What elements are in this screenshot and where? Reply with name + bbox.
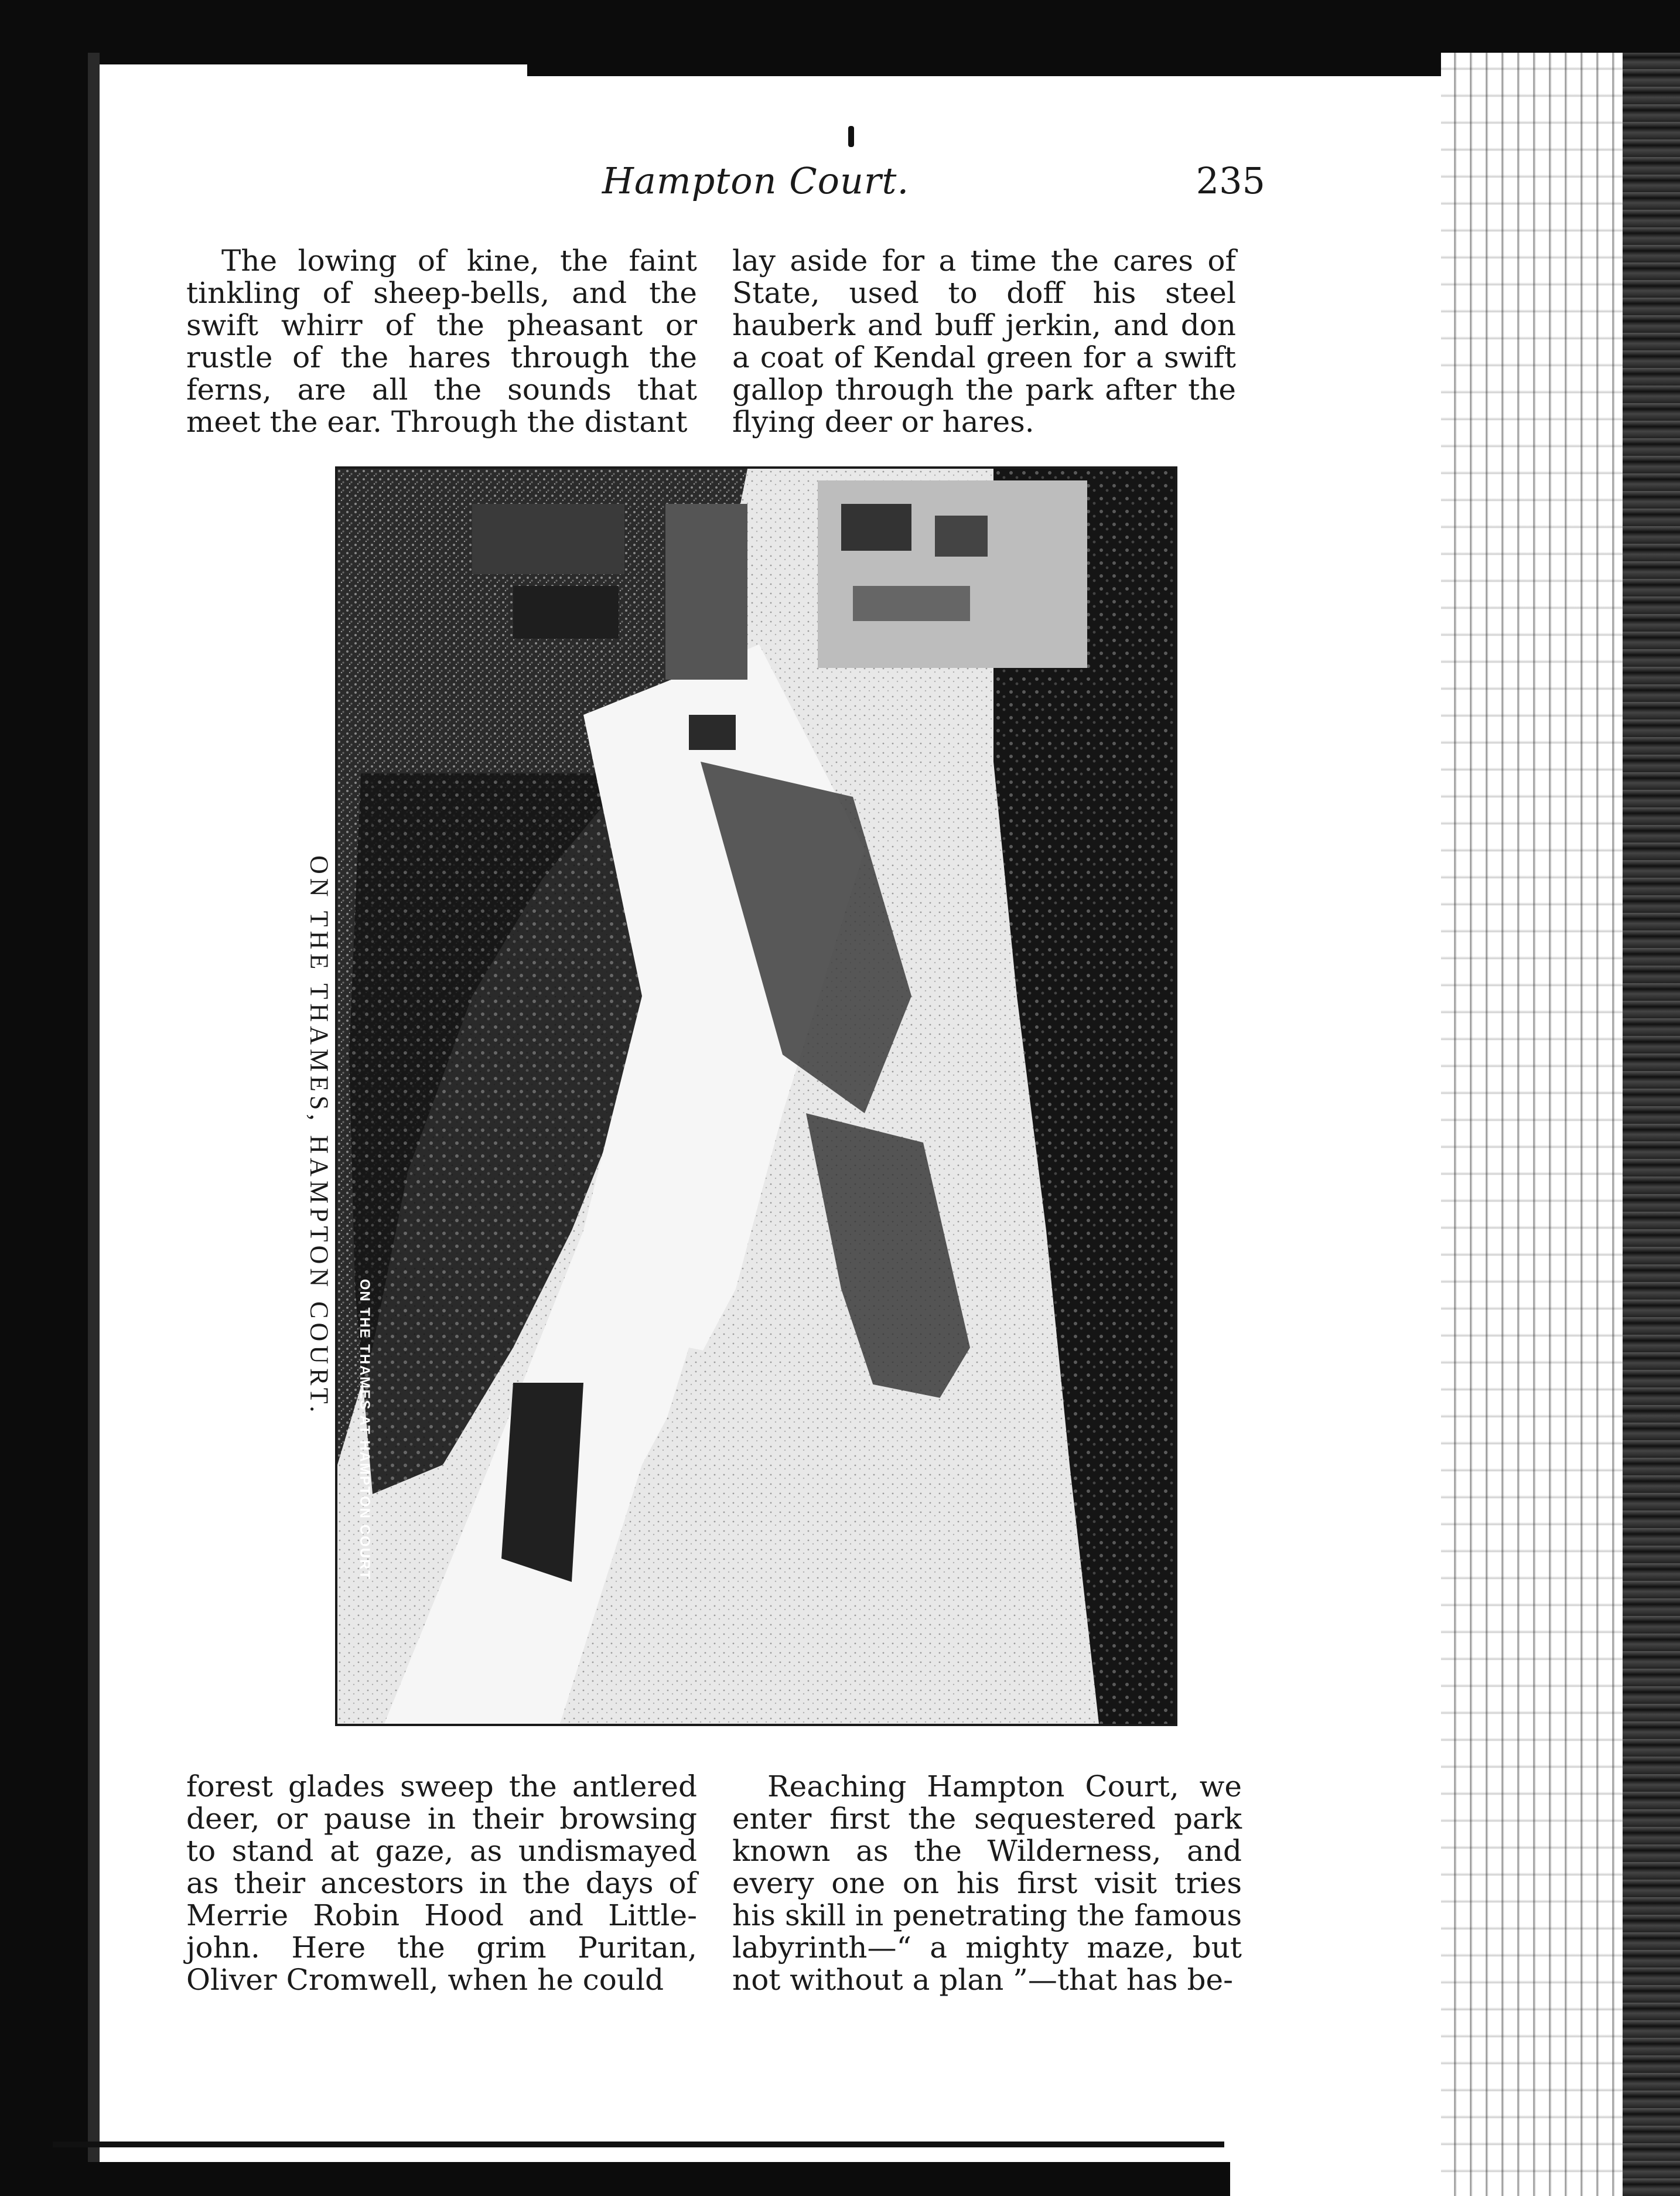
paragraph: forest glades sweep the antlered deer, or pause in their browsing to stand at gaze, as undismayed as their ancestors in the days of Merrie Robin Hood and Little-john. Here the grim Puritan, Oliver Cromwell, when he could (186, 1769, 697, 1997)
scan-border-right (1623, 53, 1680, 2196)
page-number: 235 (1196, 159, 1265, 202)
text-column-bottom-left (186, 1771, 697, 1996)
photo-imprint-container (335, 1166, 423, 1693)
figure-caption: ON THE THAMES, HAMPTON COURT. (305, 855, 334, 1417)
printer-mark (848, 126, 854, 147)
scan-binding-edge (88, 53, 100, 2174)
scan-border-left (0, 0, 88, 2196)
text-column-bottom-right (732, 1771, 1242, 1996)
paragraph: The lowing of kine, the faint tinkling of sheep-bells, and the swift whirr of the pheasant or rustle of the hares through the ferns, are all the sounds that meet the ear. Through the distant (186, 244, 697, 439)
paragraph: Reaching Hampton Court, we enter first the sequestered park known as the Wilderness, and every one on his first visit tries his skill in penetrating the famous labyrinth—“ a mighty maze, but not without a plan ”—that has be- (732, 1769, 1242, 1997)
scan-border-bottom-line (53, 2142, 1224, 2147)
text-column-top-right (732, 245, 1236, 438)
photo-imprint: ON THE THAMES AT HAMPTON COURT (357, 1278, 373, 1581)
paragraph: lay aside for a time the cares of State, used to doff his steel hauberk and buff jerkin, and don a coat of Kendal green for a swift gallop through the park after the flying deer or hares. (732, 244, 1236, 439)
text-column-top-left (186, 245, 697, 438)
scan-border-bottom (0, 2162, 1230, 2196)
river-photograph (335, 466, 1177, 1726)
photograph-image (337, 469, 1175, 1724)
running-title: Hampton Court. (602, 159, 910, 202)
